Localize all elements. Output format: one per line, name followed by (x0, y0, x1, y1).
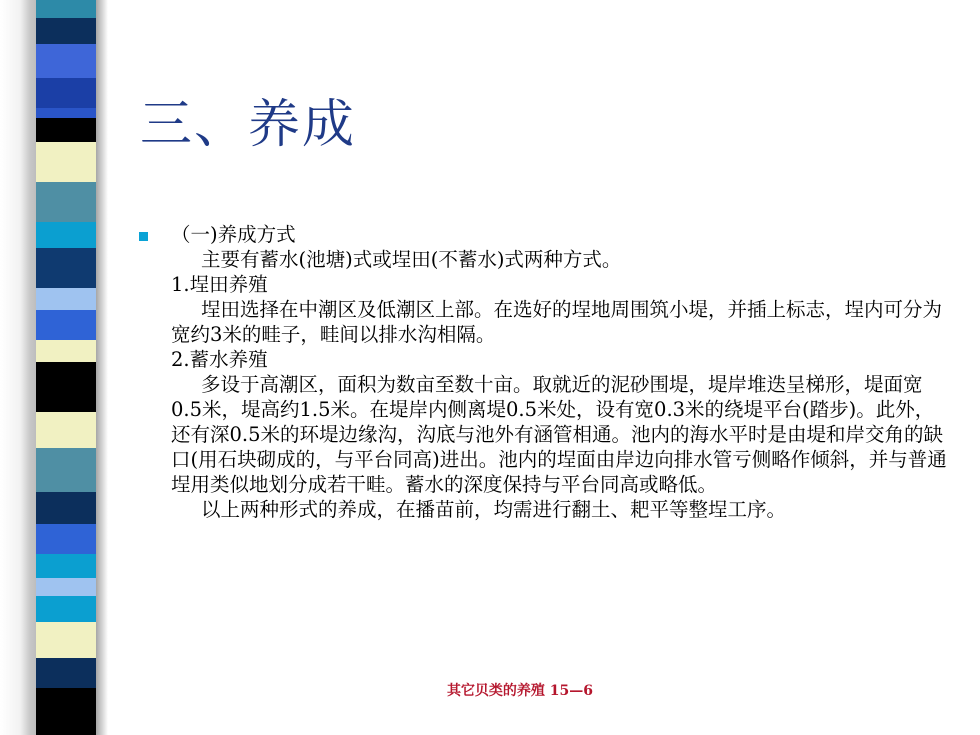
stripe (36, 412, 96, 448)
stripe (36, 448, 96, 492)
stripe (36, 310, 96, 340)
stripe (36, 248, 96, 288)
stripe (36, 222, 96, 248)
stripe (36, 340, 96, 362)
closing-paragraph: 以上两种形式的养成，在播苗前，均需进行翻土、耙平等整埕工序。 (201, 498, 787, 521)
stripe (36, 44, 96, 78)
decorative-stripe-strip (36, 0, 96, 735)
stripe (36, 596, 96, 622)
slide-title: 三、养成 (140, 95, 357, 155)
section-heading: （一)养成方式 (171, 223, 296, 246)
subsection-body-1: 埕田选择在中潮区及低潮区上部。在选好的埕地周围筑小堤，并插上标志，埕内可分为宽约3米的畦子，畦间以排水沟相隔。 (171, 298, 943, 346)
stripe (36, 492, 96, 524)
stripe (36, 108, 96, 118)
subsection-body-2: 多设于高潮区，面积为数亩至数十亩。取就近的泥砂围堤，堤岸堆迭呈梯形，堤面宽0.5米，堤高约1.5米。在堤岸内侧离堤0.5米处，设有宽0.3米的绕堤平台(踏步)。此外，还有深0.5米的环堤边缘沟，沟底与池外有涵管相通。池内的海水平时是由堤和岸交角的缺口(用石块砌成的，与平台同高)进出。池内的埕面由岸边向排水管亏侧略作倾斜，并与普通埕用类似地划分成若干畦。蓄水的深度保持与平台同高或略低。 (171, 373, 947, 496)
stripe (36, 18, 96, 44)
intro-paragraph: 主要有蓄水(池塘)式或埕田(不蓄水)式两种方式。 (201, 248, 622, 271)
slide-body (171, 222, 951, 522)
stripe (36, 142, 96, 182)
stripe (36, 362, 96, 412)
stripe (36, 0, 96, 18)
square-bullet-icon (139, 232, 148, 241)
stripe (36, 554, 96, 578)
stripe (36, 622, 96, 658)
stripe (36, 288, 96, 310)
stripe (36, 78, 96, 108)
stripe (36, 578, 96, 596)
stripe (36, 118, 96, 142)
stripe-shadow (96, 0, 108, 735)
subsection-heading-1: 1.埕田养殖 (171, 273, 268, 296)
subsection-heading-2: 2.蓄水养殖 (171, 348, 268, 371)
slide-footer: 其它贝类的养殖 15—6 (446, 683, 594, 699)
stripe (36, 182, 96, 222)
stripe (36, 524, 96, 554)
